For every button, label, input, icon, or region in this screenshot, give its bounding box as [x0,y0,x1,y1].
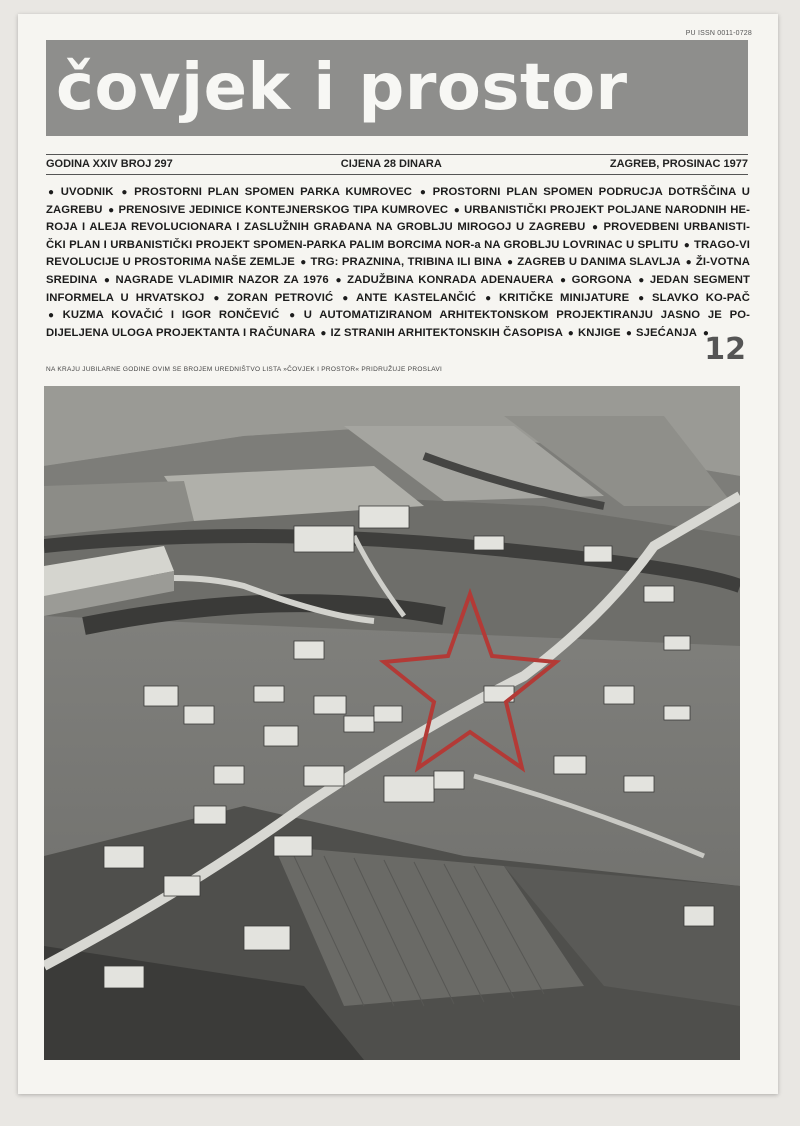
contents-item: ● PROVEDBENI URBANISTI-ČKI PLAN I URBANISTIČKI PROJEKT SPOMEN-PARKA PALIM BORCIMA NOR-a NA GROBLJU LOVRINAC U SPLITU [46,221,750,251]
issue-number: 12 [704,332,746,367]
contents-item: ● PRENOSIVE JEDINICE KONTEJNERSKOG TIPA KUMROVEC [106,204,448,216]
aerial-village-photo [44,386,740,1060]
contents-item: ● GORGONA [558,274,632,286]
editorial-note: NA KRAJU JUBILARNE GODINE OVIM SE BROJEM UREDNIŠTVO LISTA »ČOVJEK I PROSTOR« PRIDRUŽUJE PROSLAVI [46,366,443,373]
contents-item: ● TRG: PRAZNINA, TRIBINA ILI BINA [298,256,501,268]
contents-item: ● PROSTORNI PLAN SPOMEN PODRUCJA DOTRŠČINA U ZAGREBU [46,186,750,216]
issue-date: ZAGREB, PROSINAC 1977 [609,158,748,170]
contents-item: ● ŽI-VOTNA SREDINA [46,256,750,286]
contents-item: ● TRAGO-VI REVOLUCIJE U PROSTORIMA NAŠE ZEMLJE [46,239,750,269]
contents-item: ● SJEĆANJA [624,327,697,339]
contents-item: ● ANTE KASTELANČIĆ [340,292,476,304]
contents-item: ● U AUTOMATIZIRANOM ARHITEKTONSKOM PROJEKTIRANJU JASNO JE PO-DIJELJENA ULOGA PROJEKTANTA I RAČUNARA [46,309,750,339]
contents-item: ● IZ STRANIH ARHITEKTONSKIH ČASOPISA [318,327,562,339]
masthead [46,40,748,136]
contents-item: ● ZADUŽBINA KONRADA ADENAUERA [333,274,553,286]
contents-item: ● KRITIČKE MINIJATURE [483,292,629,304]
contents-item: ● KUZMA KOVAČIĆ I IGOR RONČEVIĆ [46,309,279,321]
contents-item: ● ZAGREB U DANIMA SLAVLJA [505,256,680,268]
aerial-photo [44,386,740,1060]
issue-info [46,158,748,170]
contents-item: ● KNJIGE [566,327,621,339]
table-of-contents [46,184,750,342]
magazine-title: čovjek i prostor [56,51,628,125]
divider-bottom [46,174,748,175]
contents-item: ● JEDAN SEGMENT INFORMELA U HRVATSKOJ [46,274,750,304]
contents-item: ● UVODNIK [46,186,114,198]
issue-volume: GODINA XXIV BROJ 297 [46,158,173,170]
contents-item: ● NAGRADE VLADIMIR NAZOR ZA 1976 [102,274,329,286]
divider-top [46,154,748,155]
contents-item: ● URBANISTIČKI PROJEKT POLJANE NARODNIH HE-ROJA I ALEJA REVOLUCIONARA I ZASLUŽNIH GRAĐANA NA GROBLJU MIROGOJ U ZAGREBU [46,204,750,234]
magazine-cover [18,14,778,1094]
issue-price: CIJENA 28 DINARA [340,158,442,170]
contents-item: ● ZORAN PETROVIĆ [211,292,333,304]
contents-item: ● PROSTORNI PLAN SPOMEN PARKA KUMROVEC [119,186,412,198]
contents-item: ● SLAVKO KO-PAČ [636,292,750,304]
issn-label: PU ISSN 0011-0728 [685,30,752,37]
